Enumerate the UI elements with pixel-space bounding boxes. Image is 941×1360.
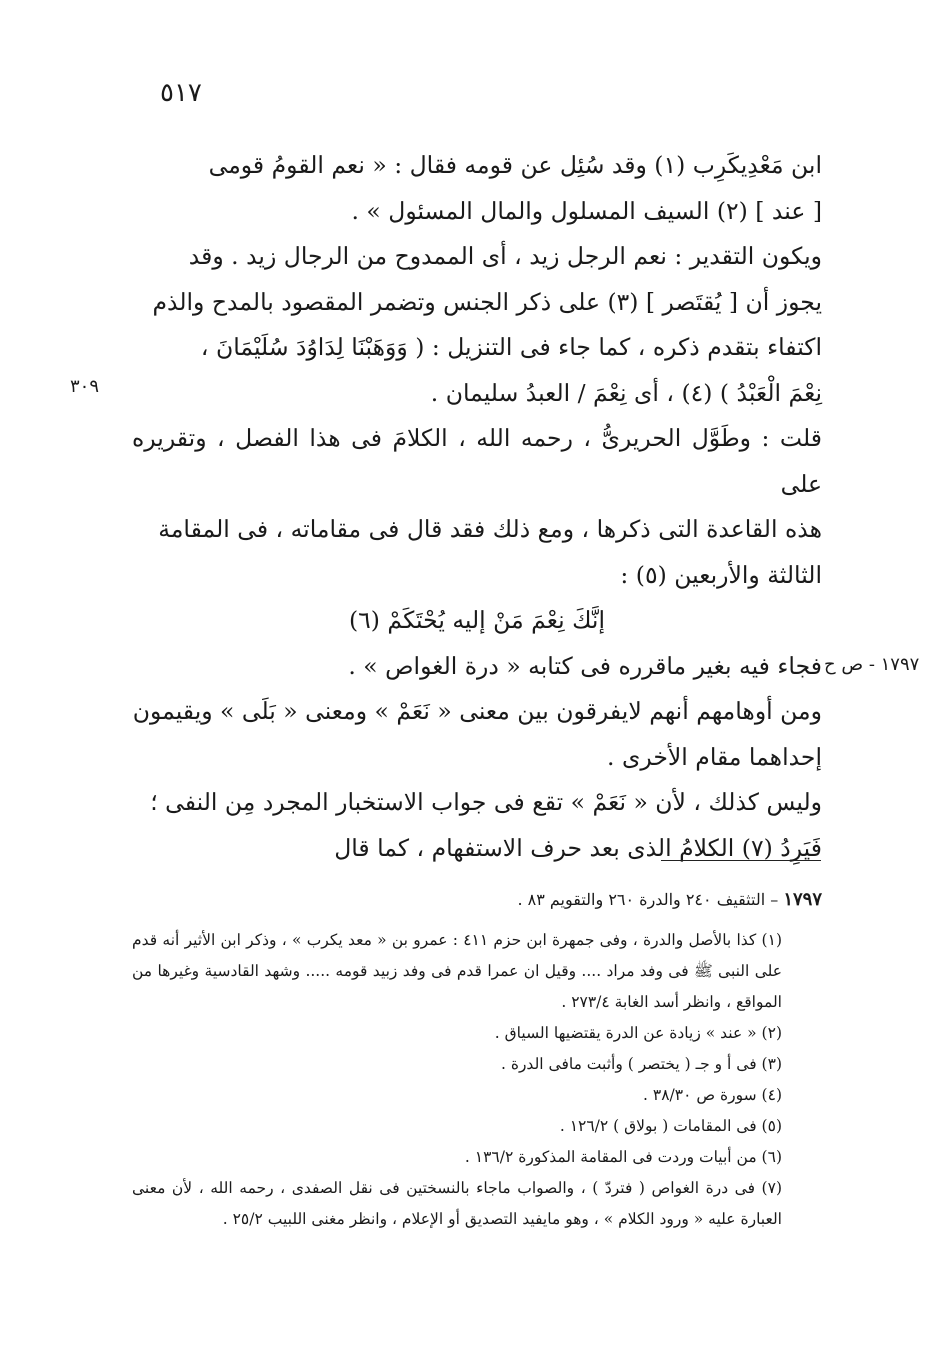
footnote: (٥) فى المقامات ( بولاق ) ١٢٦/٢ .	[559, 1117, 782, 1135]
text-line: الثالثة والأربعين (٥) :	[620, 560, 822, 589]
footnote-header	[132, 884, 822, 915]
footnote: (١) كذا بالأصل والدرة ، وفى جمهرة ابن حزم ٤١١ : عمرو بن « معد يكرب » ، وذكر ابن الأثير أنه قدم على النبى ﷺ فى وفد مراد .... وقيل ان عمرا قدم فى وفد زبيد قومه ..... وشهد القادسية وغيرها من المواقع ، وانظر أسد الغابة ٢٧٣/٤ .	[132, 931, 782, 1011]
main-text	[132, 143, 822, 871]
footnote: (٢) « عند » زيادة عن الدرة يقتضيها السياق .	[494, 1024, 782, 1042]
footnote-header-text: – التثقيف ٢٤٠ والدرة ٢٦٠ والتقويم ٨٣ .	[517, 890, 784, 909]
text-line: هذه القاعدة التى ذكرها ، ومع ذلك فقد قال فى مقاماته ، فى المقامة	[158, 515, 822, 543]
text-line: اكتفاء بتقدم ذكره ، كما جاء فى التنزيل : ( وَوَهَبْنَا لِدَاوُدَ سُلَيْمَانَ ،	[200, 333, 822, 361]
footnote: (٣) فى أ و جـ ( يختصر ) وأثبت مافى الدرة .	[500, 1055, 782, 1073]
verse-line: إنَّكَ نِعْمَ مَنْ إليه يُحْتَكَمْ (٦)	[349, 606, 605, 634]
footnote-divider	[661, 860, 821, 861]
text-line: ومن أوهامهم أنهم لايفرقون بين معنى « نَعَمْ » ومعنى « بَلَى » ويقيمون	[132, 697, 822, 725]
text-line: نِعْمَ الْعَبْدُ ) (٤) ، أى نِعْمَ / العبدُ سليمان .	[430, 378, 822, 407]
text-line: ويكون التقدير : نعم الرجل زيد ، أى الممدوح من الرجال زيد . وقد	[188, 242, 822, 270]
entry-number: ١٧٩٧	[783, 889, 822, 910]
text-line: يجوز أن [ يُقتَصر ] (٣) على ذكر الجنس وتضمر المقصود بالمدح والذم	[152, 287, 822, 316]
margin-folio-number: ٣٠٩	[70, 376, 100, 397]
text-line: قلت : وطَوَّل الحريرىُّ ، رحمه الله ، الكلامَ فى هذا الفصل ، وتقريره على	[132, 424, 822, 498]
text-line: [ عند ] (٢) السيف المسلول والمال المسئول » .	[351, 196, 822, 225]
footnote: (٧) فى درة الغواص ( فتردّ ) ، والصواب ماجاء بالنسختين فى نقل الصفدى ، رحمه الله ، لأن معنى العبارة عليه « ورود الكلام » ، وهو مايفيد التصديق أو الإعلام ، وانظر مغنى اللبيب ٢٥/٢ .	[132, 1179, 782, 1228]
margin-entry-number: ١٧٩٧ - ص ح	[824, 654, 920, 675]
footnotes	[132, 884, 822, 1235]
text-line: إحداهما مقام الأخرى .	[607, 742, 822, 771]
text-line: فجاء فيه بغير ماقرره فى كتابه « درة الغواص » .	[348, 651, 822, 680]
footnote: (٦) من أبيات وردت فى المقامة المذكورة ١٣٦/٢ .	[464, 1148, 782, 1166]
text-line: وليس كذلك ، لأن « نَعَمْ » تقع فى جواب الاستخبار المجرد مِن النفى ؛	[150, 788, 822, 816]
text-line: ابن مَعْدِيكَرِب (١) وقد سُئِل عن قومه فقال : « نعم القومُ قومى	[208, 151, 822, 179]
footnote: (٤) سورة ص ٣٨/٣٠ .	[643, 1086, 782, 1104]
page-number: ٥١٧	[160, 78, 202, 108]
text-line: فَيَرِدُ (٧) الكلامُ الذى بعد حرف الاستفهام ، كما قال	[334, 833, 822, 862]
